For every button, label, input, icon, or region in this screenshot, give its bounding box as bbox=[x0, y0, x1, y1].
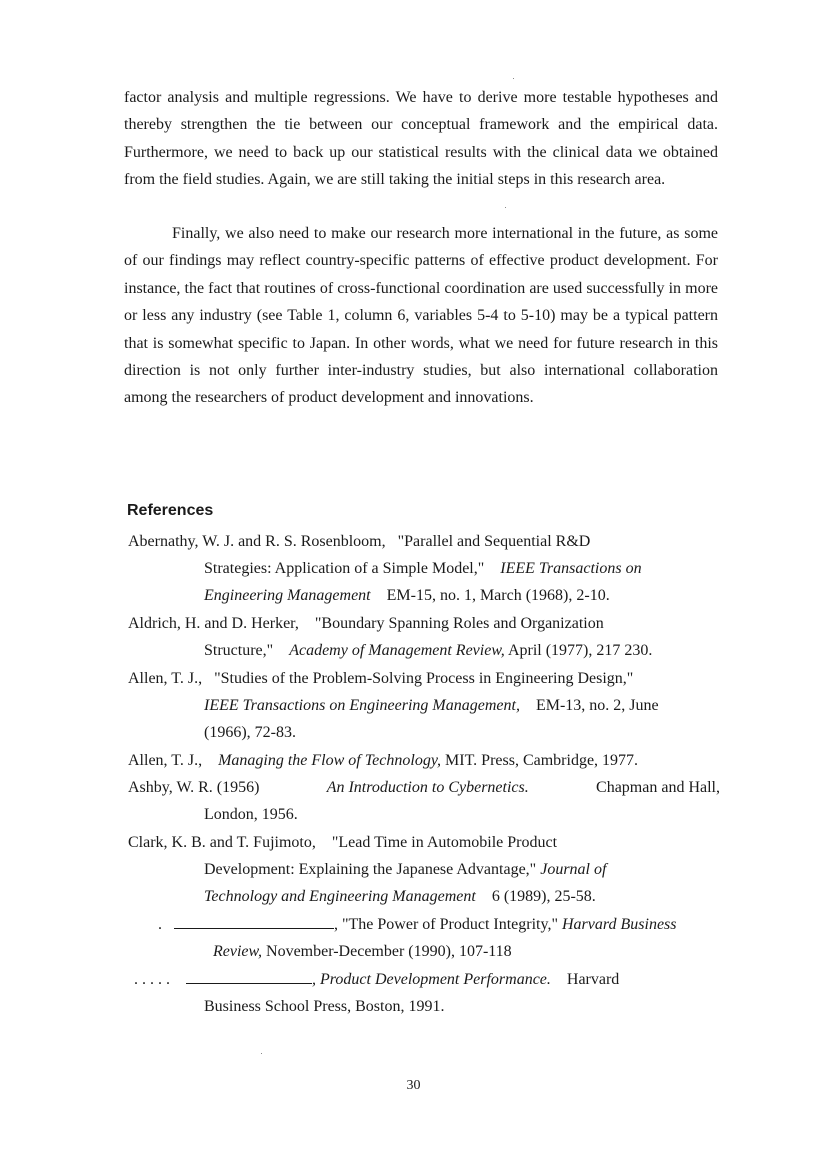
references-heading: References bbox=[127, 502, 214, 519]
ditto-rule bbox=[186, 975, 312, 984]
reference-entry bbox=[128, 966, 720, 1020]
reference-details: April (1977), 217 230. bbox=[507, 642, 653, 660]
reference-journal: An Introduction to Cybernetics. bbox=[326, 779, 529, 796]
reference-authors: Allen, T. J., bbox=[128, 752, 203, 769]
reference-journal: IEEE Transactions on Engineering Management, bbox=[204, 697, 520, 715]
body-paragraph-1: factor analysis and multiple regressions. We have to derive more testable hypotheses and thereby strengthen the tie between our conceptual framework and the empirical data. Furthermore, we need to back up our statistical results with the clinical data we obtained from the field studies. Again, we are still taking the initial steps in this research area. bbox=[124, 89, 718, 189]
reference-leader-dots: . . . . . bbox=[134, 971, 170, 988]
reference-title: "Boundary Spanning Roles and Organization bbox=[314, 615, 604, 632]
reference-journal: Managing the Flow of Technology, bbox=[218, 752, 442, 769]
reference-details-continued: Business School Press, Boston, 1991. bbox=[204, 998, 445, 1016]
page-number: 30 bbox=[406, 1078, 421, 1093]
reference-journal-continued: Engineering Management bbox=[204, 587, 371, 605]
reference-entry bbox=[128, 665, 720, 747]
reference-details: Harvard bbox=[566, 971, 620, 988]
reference-journal-continued: Technology and Engineering Management bbox=[204, 888, 476, 906]
reference-details: November-December (1990), 107-118 bbox=[266, 943, 512, 961]
scan-speck bbox=[261, 1053, 262, 1054]
reference-journal: Academy of Management Review, bbox=[289, 642, 505, 660]
reference-details-continued: (1966), 72-83. bbox=[204, 724, 296, 742]
reference-entry bbox=[128, 911, 720, 965]
reference-authors: Clark, K. B. and T. Fujimoto, bbox=[128, 834, 316, 851]
reference-entry bbox=[128, 774, 720, 828]
reference-entry bbox=[128, 610, 720, 664]
reference-journal: Journal of bbox=[540, 861, 607, 879]
reference-details: Chapman and Hall, bbox=[596, 779, 720, 796]
reference-authors: Ashby, W. R. (1956) bbox=[128, 779, 260, 796]
reference-title: "Parallel and Sequential R&D bbox=[397, 533, 591, 550]
reference-title-continued: Structure," bbox=[204, 642, 274, 660]
reference-authors: Abernathy, W. J. and R. S. Rosenbloom, bbox=[128, 533, 386, 550]
reference-details: EM-13, no. 2, June bbox=[535, 697, 659, 715]
reference-title: "Studies of the Problem-Solving Process in Engineering Design," bbox=[214, 670, 634, 687]
scan-speck bbox=[505, 207, 506, 208]
reference-entry bbox=[128, 528, 720, 610]
reference-leader-dots: . bbox=[158, 916, 162, 933]
reference-authors: Aldrich, H. and D. Herker, bbox=[128, 615, 299, 632]
reference-details: MIT. Press, Cambridge, 1977. bbox=[445, 752, 639, 769]
reference-details: 6 (1989), 25-58. bbox=[491, 888, 596, 906]
reference-title-continued: Strategies: Application of a Simple Model," bbox=[204, 560, 485, 578]
scan-speck bbox=[513, 78, 514, 79]
reference-journal: Harvard Business bbox=[561, 916, 677, 933]
reference-details-continued: London, 1956. bbox=[204, 806, 298, 824]
reference-entry bbox=[128, 829, 720, 911]
reference-journal: IEEE Transactions on bbox=[500, 560, 642, 578]
reference-title: , "The Power of Product Integrity," bbox=[334, 916, 558, 933]
reference-entry bbox=[128, 747, 720, 774]
reference-journal: , Product Development Performance. bbox=[312, 971, 551, 988]
reference-title: "Lead Time in Automobile Product bbox=[331, 834, 558, 851]
reference-authors: Allen, T. J., bbox=[128, 670, 203, 687]
reference-title-continued: Development: Explaining the Japanese Advantage," bbox=[204, 861, 537, 879]
reference-details: EM-15, no. 1, March (1968), 2-10. bbox=[386, 587, 610, 605]
body-paragraph-2: Finally, we also need to make our research more international in the future, as some of our findings may reflect country-specific patterns of effective product development. For instance, the fact that routines of cross-functional coordination are used successfully in more or less any industry (see Table 1, column 6, variables 5-4 to 5-10) may be a typical pattern that is somewhat specific to Japan. In other words, what we need for future research in this direction is not only further inter-industry studies, but also international collaboration among the researchers of product development and innovations. bbox=[124, 225, 718, 407]
ditto-rule bbox=[174, 920, 334, 929]
reference-journal-continued: Review, bbox=[213, 943, 263, 961]
